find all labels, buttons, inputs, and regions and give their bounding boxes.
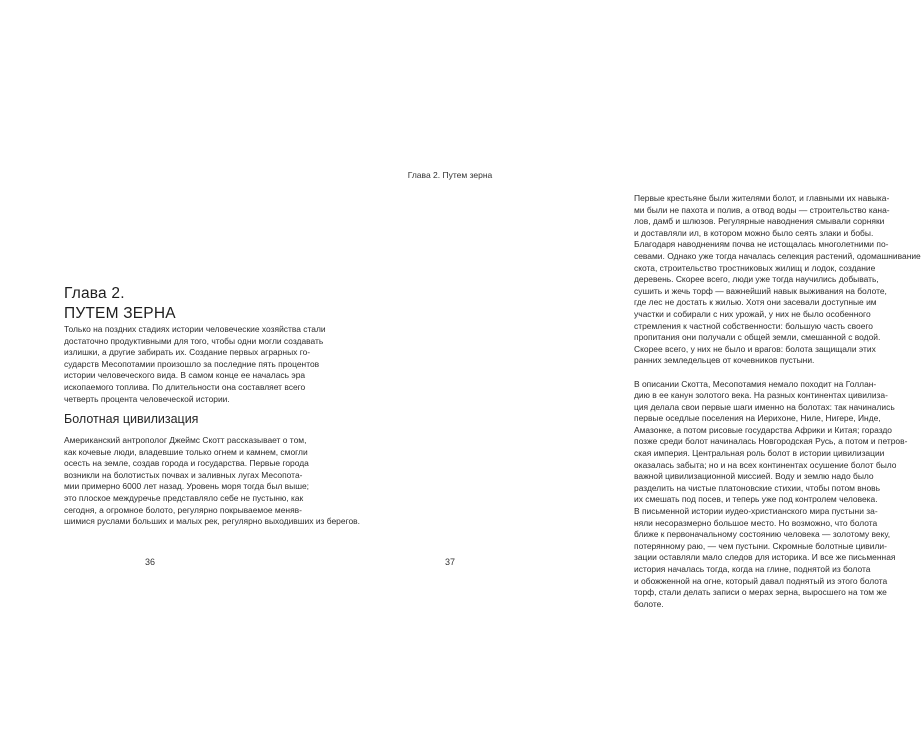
body-line: их смешать под посев, и теперь уже под контролем человека. <box>634 494 878 505</box>
chapter-intro <box>64 324 326 405</box>
body-line: первые оседлые поселения на Иерихоне, Ниле, Нигере, Инде, <box>634 413 881 424</box>
intro-line: ископаемого топлива. По длительности она составляет всего <box>64 381 306 392</box>
body-line: шимися руслами больших и малых рек, регулярно выходивших из берегов. <box>64 516 360 527</box>
body-line: мии примерно 6000 лет назад. Уровень моря тогда был выше; <box>64 481 310 492</box>
body-line: зации оставляли мало следов для историка. И все же письменная <box>634 552 896 563</box>
body-line: пропитания они получали с общей земли, смешанной с водой. <box>634 332 881 343</box>
body-line: возникли на болотистых почвах и заливных лугах Месопота- <box>64 469 303 480</box>
body-line: разделить на чистые платоновские стихии, чтобы потом вновь <box>634 482 881 493</box>
body-line: Благодаря наводнениям почва не истощалась многолетними по- <box>634 239 889 250</box>
paragraph-1 <box>634 193 921 367</box>
body-line: важной цивилизационной миссией. Воду и землю надо было <box>634 471 874 482</box>
section-heading: Болотная цивилизация <box>64 412 199 426</box>
body-line: ранних земледельцев от кочевников пустыни. <box>634 355 815 366</box>
intro-line: истории человеческого вида. В самом конце ее началась эра <box>64 370 306 381</box>
body-line: В письменной истории иудео-христианского мира пустыни за- <box>634 506 878 517</box>
body-line: скота, строительство тростниковых жилищ и лодок, создание <box>634 262 876 273</box>
body-line: стремления к частной собственности: большую часть своего <box>634 320 873 331</box>
running-head: Глава 2. Путем зерна <box>407 170 493 180</box>
intro-line: достаточно продуктивными для того, чтобы одни могли создавать <box>64 335 324 346</box>
chapter-label: Глава 2. <box>64 285 125 302</box>
body-line: ближе к первоначальному состоянию человека — золотому веку, <box>634 529 891 540</box>
body-line: сушить и жечь торф — важнейший навык выживания на болоте, <box>634 285 887 296</box>
body-line: торф, стали делать записи о мерах зерна, выросшего на том же <box>634 587 887 598</box>
body-line: деревень. Скорее всего, люди уже тогда научились добывать, <box>634 274 879 285</box>
body-line: история началась тогда, когда на глине, поднятой из болота <box>634 564 871 574</box>
body-line: позже среди болот начиналась Новгородская Русь, а потом и петров- <box>634 436 908 447</box>
body-line: где лес не достать к жилью. Хотя они засевали доступные им <box>634 297 877 308</box>
body-line: как кочевые люди, владевшие только огнем и камнем, смогли <box>64 446 308 457</box>
chapter-heading <box>64 284 284 324</box>
body-line: участки и собирали с них урожай, у них не было особенного <box>634 308 871 319</box>
body-line: это плоское междуречье представляло себе не пустыню, как <box>64 492 304 503</box>
intro-line: Только на поздних стадиях истории человеческие хозяйства стали <box>64 324 326 334</box>
body-line: ская империя. Центральная роль болот в истории цивилизации <box>634 448 885 459</box>
intro-line: сударств Месопотамии произошло за последние пять процентов <box>64 358 320 369</box>
intro-line: четверть процента человеческой истории. <box>64 393 230 404</box>
right-page <box>300 0 921 750</box>
body-line: лов, дамб и шлюзов. Регулярные наводнения смывали сорняки <box>634 216 885 227</box>
intro-line: излишки, а другие забирать их. Создание первых аграрных го- <box>64 347 311 358</box>
left-page <box>0 0 360 750</box>
chapter-title: ПУТЕМ ЗЕРНА <box>64 305 176 322</box>
body-line: дию в ее канун золотого века. На разных континентах цивилиза- <box>634 390 888 401</box>
body-line: осесть на земле, создав города и государства. Первые города <box>64 458 309 469</box>
page-number: 36 <box>144 557 155 567</box>
body-line: Скорее всего, у них не было и врагов: болота защищали этих <box>634 343 876 354</box>
body-line: и обожженной на огне, который давал поднятый из этого болота <box>634 575 888 586</box>
body-line: ми были не пахота и полив, а отвод воды — строительство кана- <box>634 204 890 215</box>
body-line: Первые крестьяне были жителями болот, и главными их навыка- <box>634 193 890 203</box>
page-number: 37 <box>444 557 455 567</box>
body-line: и доставляли ил, в котором можно было сеять злаки и бобы. <box>634 227 874 238</box>
body-line: няли несоразмерно большое место. Но возможно, что болота <box>634 517 878 528</box>
body-line: сегодня, а огромное болото, регулярно покрываемое меняв- <box>64 504 302 515</box>
right-body-text <box>634 193 921 610</box>
body-line: болоте. <box>634 598 664 609</box>
body-line: ция делала свои первые шаги именно на болотах: так начинались <box>634 401 895 412</box>
body-line: В описании Скотта, Месопотамия немало походит на Голлан- <box>634 378 877 389</box>
body-line: севами. Однако уже тогда началась селекция растений, одомашнивание <box>634 250 921 261</box>
left-body-text <box>64 435 360 528</box>
body-line: потерянному раю, — чем пустыни. Скромные болотные цивили- <box>634 540 887 551</box>
paragraph-2 <box>634 367 908 610</box>
body-line: оказалась забыта; но и на всех континентах осушение болот было <box>634 459 897 470</box>
body-line: Амазонке, а потом рисовые государства Африки и Китая; гораздо <box>634 424 892 435</box>
body-line: Американский антрополог Джеймс Скотт рассказывает о том, <box>64 435 307 445</box>
